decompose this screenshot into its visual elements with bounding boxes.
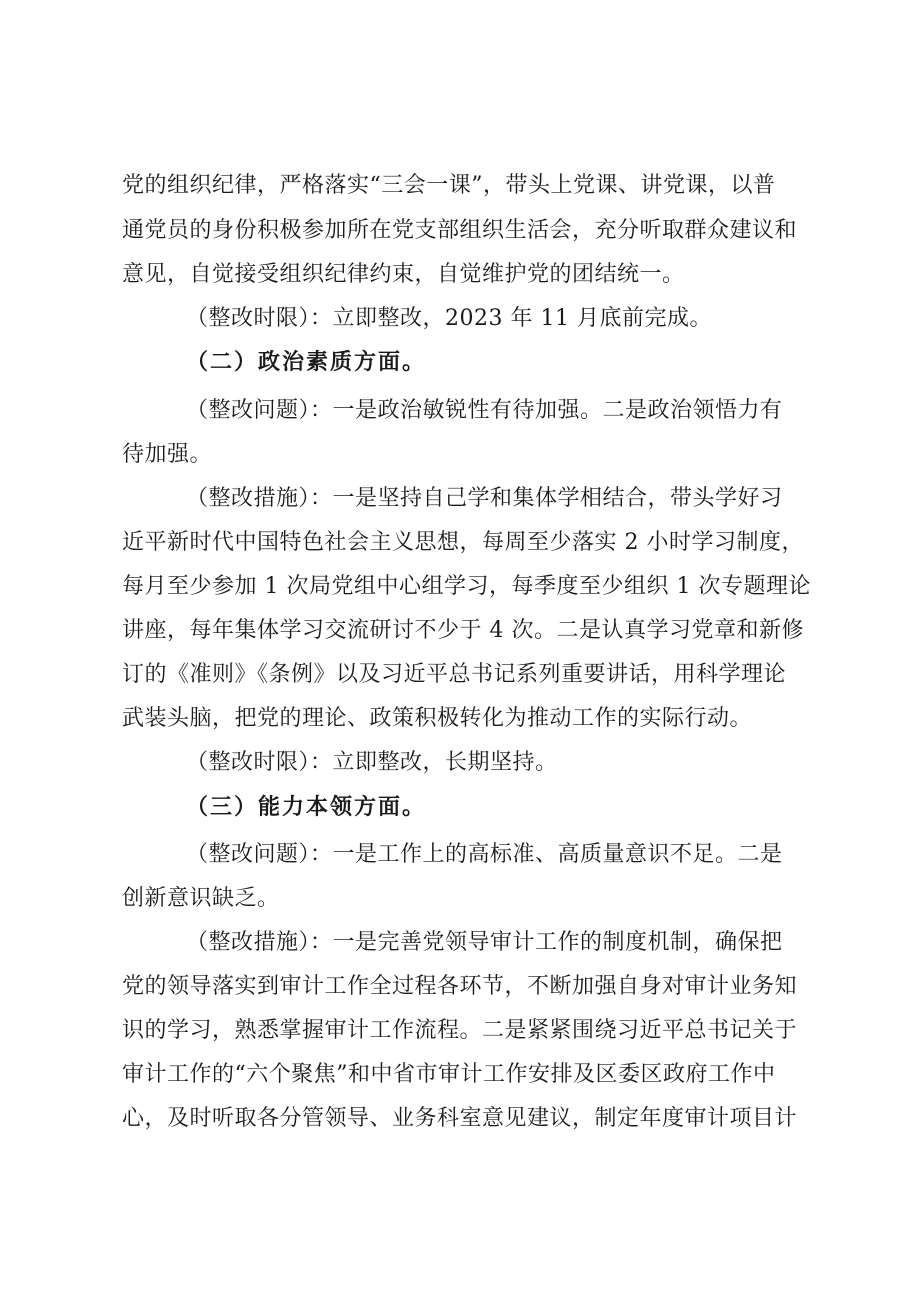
deadline-line: （整改时限）：立即整改，长期坚持。	[186, 750, 558, 775]
body-text-line: 每月至少参加 1 次局党组中心组学习，每季度至少组织 1 次专题理论	[122, 574, 811, 599]
body-text-line: 讲座，每年集体学习交流研讨不少于 4 次。二是认真学习党章和新修	[122, 618, 804, 643]
body-text-line: 党的领导落实到审计工作全过程各环节，不断加强自身对审计业务知	[122, 974, 798, 999]
body-text-line: 审计工作的“六个聚焦”和中省市审计工作安排及区委区政府工作中	[122, 1062, 776, 1087]
body-text-line: （整改措施）：一是坚持自己学和集体学相结合，带头学好习	[186, 486, 783, 511]
body-text-line: 党的组织纪律，严格落实“三会一课”，带头上党课、讲党课，以普	[122, 173, 776, 198]
body-text-line: 武装头脑，把党的理论、政策积极转化为推动工作的实际行动。	[122, 706, 753, 731]
section-heading-political: （二）政治素质方面。	[186, 349, 427, 375]
section-heading-ability: （三）能力本领方面。	[186, 794, 427, 820]
deadline-line: （整改时限）：立即整改，2023 年 11 月底前完成。	[186, 306, 712, 331]
body-text-line: 心，及时听取各分管领导、业务科室意见建议，制定年度审计项目计	[122, 1106, 798, 1131]
body-text-line: 待加强。	[122, 442, 213, 467]
body-text-line: （整改问题）：一是政治敏锐性有待加强。二是政治领悟力有	[186, 398, 783, 423]
body-text-line: 订的《准则》《条例》以及习近平总书记系列重要讲话，用科学理论	[122, 662, 787, 687]
body-text-line: 通党员的身份积极参加所在党支部组织生活会，充分听取群众建议和	[122, 218, 798, 243]
body-text-line: 识的学习，熟悉掌握审计工作流程。二是紧紧围绕习近平总书记关于	[122, 1018, 798, 1043]
body-text-line: （整改措施）：一是完善党领导审计工作的制度机制，确保把	[186, 930, 783, 955]
body-text-line: （整改问题）：一是工作上的高标准、高质量意识不足。二是	[186, 842, 783, 867]
body-text-line: 近平新时代中国特色社会主义思想，每周至少落实 2 小时学习制度，	[122, 530, 804, 555]
body-text-line: 创新意识缺乏。	[122, 886, 280, 911]
body-text-line: 意见，自觉接受组织纪律约束，自觉维护党的团结统一。	[122, 262, 685, 287]
